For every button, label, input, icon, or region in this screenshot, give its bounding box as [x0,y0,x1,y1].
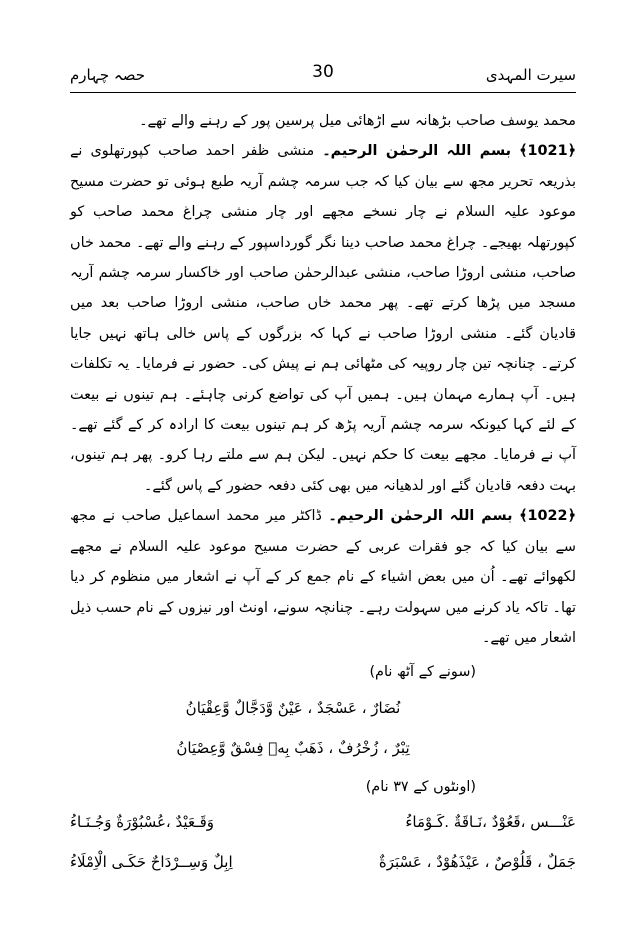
camel-verse-1-left: وَقَـعَيْدٌ ،عُسْبُوْرَةٌ وَجُـنَـاءُ [70,813,214,832]
camel-verse-row-1 [70,802,576,842]
bismillah-1021: بسم اللہ الرحمٰن الرحیم۔ [322,143,512,160]
header-rule [70,92,576,93]
bismillah-1022: بسم اللہ الرحمٰن الرحیم۔ [328,508,513,525]
narration-number-1022: ﴿1022﴾ [519,508,576,525]
paragraph-1022 [70,501,576,653]
page-number: 30 [312,62,334,82]
camel-verse-row-2 [70,842,576,882]
narration-number-1021: ﴿1021﴾ [519,143,577,160]
book-title: سیرت المہدی [485,66,576,84]
camel-names-heading: (اونٹوں کے ۳۷ نام) [365,778,476,795]
camel-verse-1-right: عَنْـــس ،قَعُوْدٌ ،نَـاقَةٌ .كَـوْمَاءُ [405,813,576,832]
camel-verse-2-right: جَمَلٌ ، قَلُوْصٌ ، عَيْذَهُوْدٌ ، عَسْبَرَةٌ [378,853,576,872]
narration-text-1022: ڈاکٹر میر محمد اسماعیل صاحب نے مجھ سے بیان کیا کہ جو فقرات عربی کے حضرت مسیح موعود علیہ السلام نے مجھے لکھوائے تھے۔ اُن میں بعض اشیاء کے نام جمع کر کے آپ نے اشعار میں منظوم کر دیا تھا۔ تاکہ یاد کرنے میں سہولت رہے۔ چنانچہ سونے، اونٹ اور نیزوں کے نام حسب ذیل اشعار میں تھے۔ [70,508,576,646]
paragraph-1021 [70,136,576,501]
narration-text-1021: منشی ظفر احمد صاحب کپورتھلوی نے بذریعہ تحریر مجھ سے بیان کیا کہ جب سرمہ چشم آریہ طبع ہوئی تو حضرت مسیح موعود علیہ السلام نے چار نسخے مجھے اور چار منشی چراغ محمد صاحب کو کپورتھلہ بھیجے۔ چراغ محمد صاحب دینا نگر گورداسپور کے رہنے والے تھے۔ محمد خاں صاحب، منشی اروڑا صاحب، منشی عبدالرحمٰن صاحب اور خاکسار سرمہ چشم آریہ مسجد میں پڑھا کرتے تھے۔ پھر محمد خاں صاحب، منشی اروڑا صاحب بعد میں قادیان گئے۔ منشی اروڑا صاحب نے کہا کہ بزرگوں کے پاس خالی ہاتھ نہیں جایا کرتے۔ چنانچہ تین چار روپیہ کی مٹھائی ہم نے پیش کی۔ حضور نے فرمایا۔ یہ تکلفات ہیں۔ آپ ہمارے مہمان ہیں۔ ہمیں آپ کی تواضع کرنی چاہئے۔ ہم تینوں نے بیعت کے لئے کہا کیونکہ سرمہ چشم آریہ پڑھ کر ہم تینوں بیعت کا ارادہ کر کے گئے تھے۔ آپ نے فرمایا۔ مجھے بیعت کا حکم نہیں۔ لیکن ہم سے ملتے رہا کرو۔ پھر ہم تینوں، بہت دفعہ قادیان گئے اور لدھیانہ میں بھی کئی دفعہ حضور کے پاس گئے۔ [70,143,576,494]
gold-verse-line-2: تِبْرٌ ، زُخْرُفٌ ، ذَهَبٌ بِهٖ فِسْقٌ وَّعِصْيَانُ [176,738,410,757]
part-label: حصہ چہارم [70,66,145,84]
camel-verse-2-left: اِبِلٌ وَسِــرْدَاحٌ حَكَـى الْاِمْلَاءُ [70,853,233,872]
page-header [70,62,576,92]
paragraph-intro: محمد یوسف صاحب بڑھانہ سے اڑھائی میل پرسین پور کے رہنے والے تھے۔ [139,113,576,129]
page-body [70,106,576,882]
gold-names-heading: (سونے کے آٹھ نام) [369,664,476,681]
gold-verse-line-1: نُضَارٌ ، عَسْجَدٌ ، عَيْنٌ وَّدَجَّالٌ وَّعِقْيَانُ [185,698,401,717]
